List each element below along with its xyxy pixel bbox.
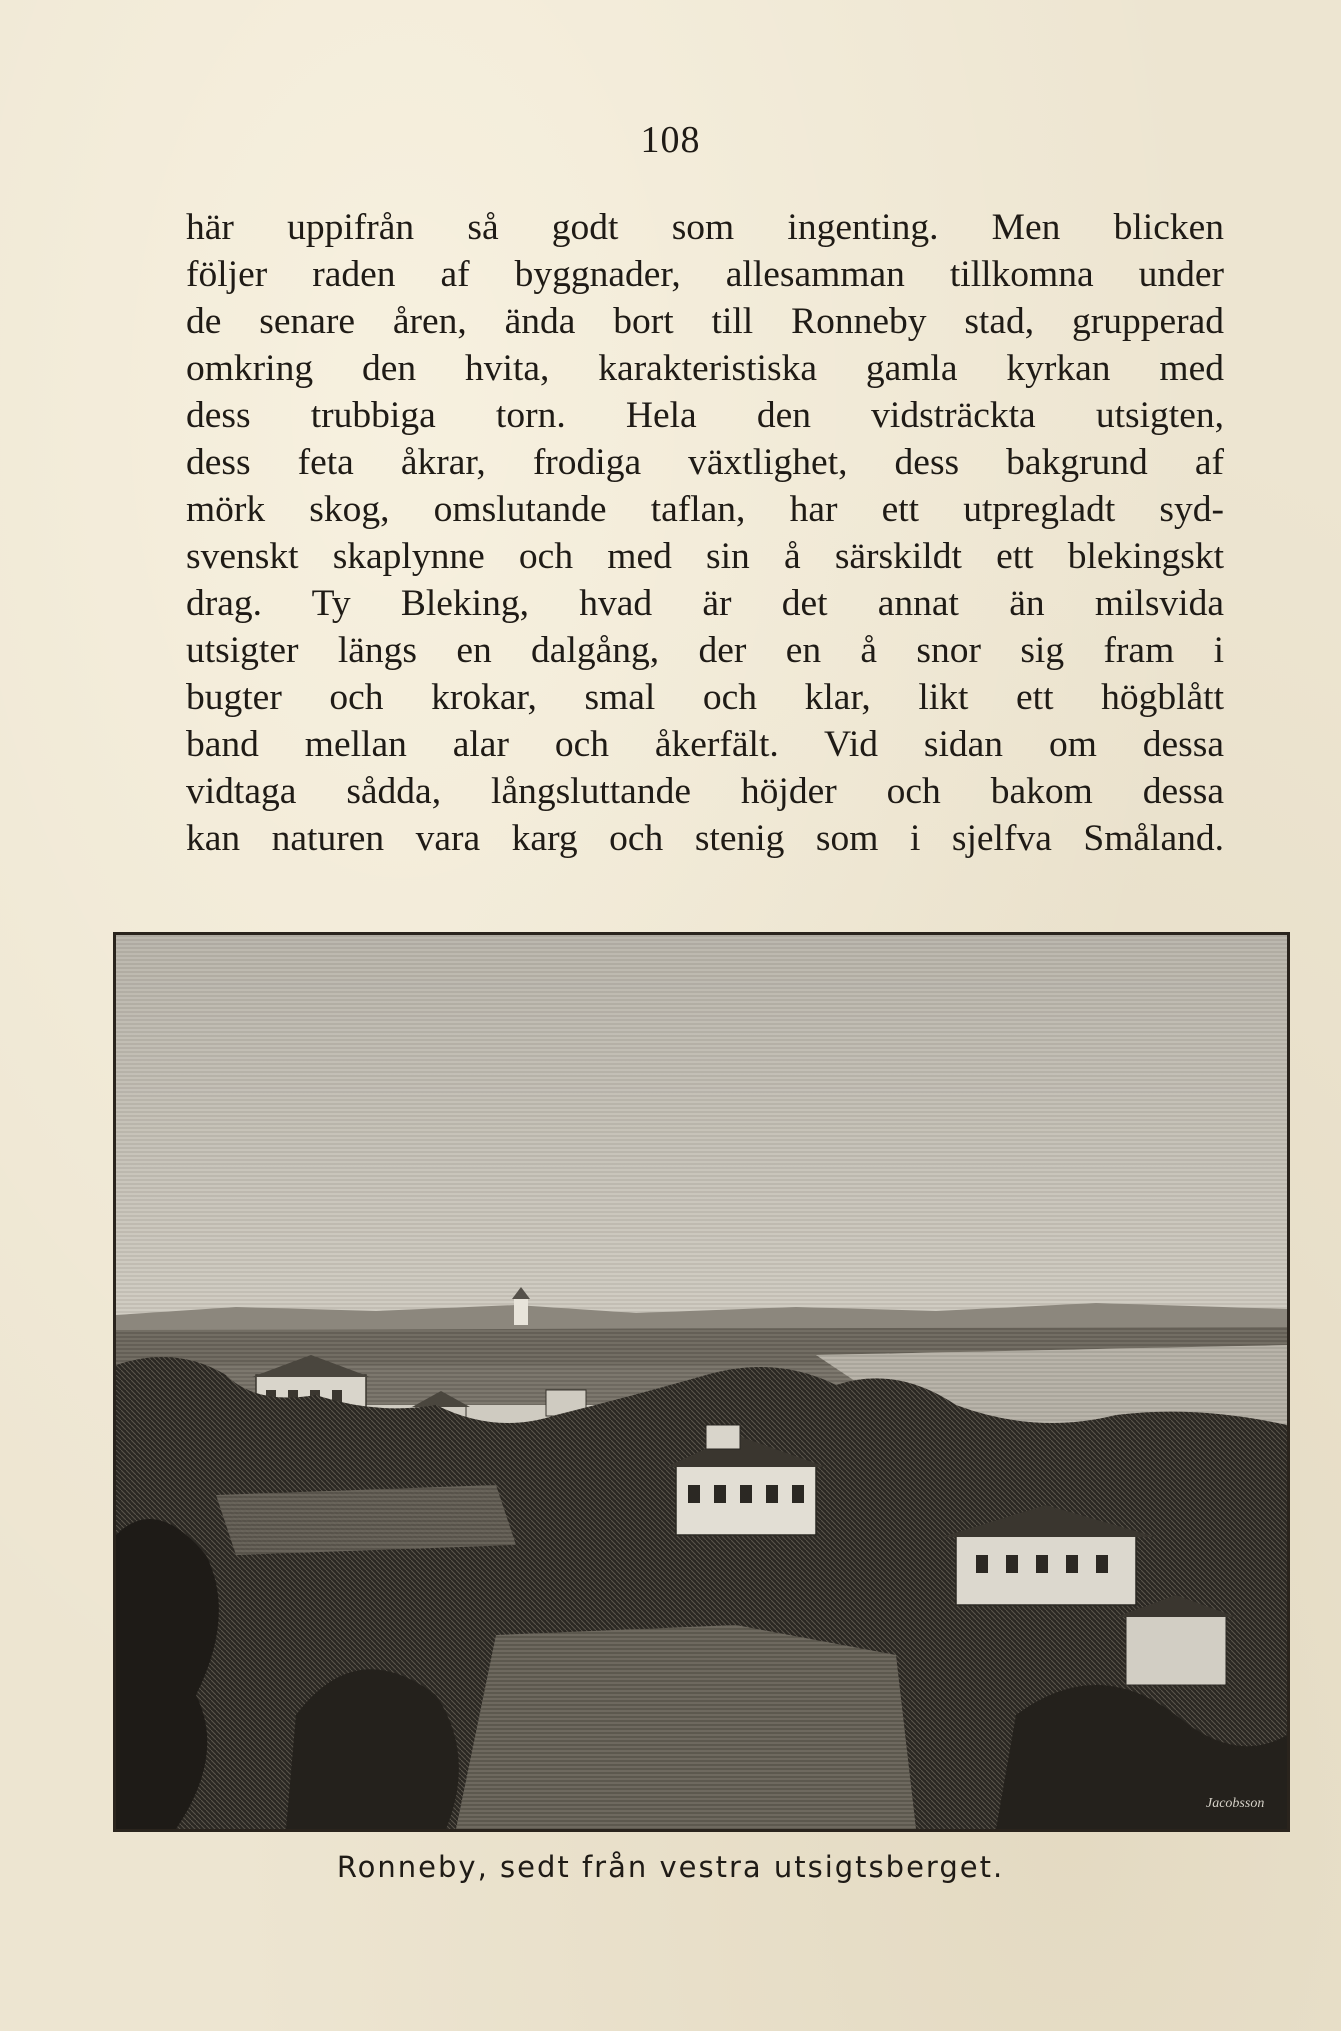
landscape-engraving — [116, 935, 1287, 1829]
text-line: drag. Ty Bleking, hvad är det annat än milsvida — [186, 583, 1224, 624]
text-line: band mellan alar och åkerfält. Vid sidan om dessa — [186, 724, 1224, 765]
page-number: 108 — [640, 119, 701, 161]
lawn — [456, 1625, 916, 1829]
text-line: följer raden af byggnader, allesamman tillkomna under — [186, 254, 1224, 295]
text-line: kan naturen vara karg och stenig som i sjelfva Småland. — [186, 818, 1224, 859]
engraving-illustration — [113, 932, 1290, 1832]
church-tower — [514, 1297, 528, 1325]
text-line: dess feta åkrar, frodiga växtlighet, dess bakgrund af — [186, 442, 1224, 483]
artist-signature: Jacobsson — [1206, 1796, 1265, 1811]
figure-caption: Ronneby, sedt från vestra utsigtsberget. — [336, 1850, 1005, 1884]
body-text — [186, 204, 1224, 862]
text-line: utsigter längs en dalgång, der en å snor sig fram i — [186, 630, 1224, 671]
text-line: svenskt skaplynne och med sin å särskildt ett blekingskt — [186, 536, 1224, 577]
text-line: omkring den hvita, karakteristiska gamla kyrkan med — [186, 348, 1224, 389]
text-line: dess trubbiga torn. Hela den vidsträckta utsigten, — [186, 395, 1224, 436]
text-line: de senare åren, ända bort till Ronneby stad, grupperad — [186, 301, 1224, 342]
text-line: bugter och krokar, smal och klar, likt ett högblått — [186, 677, 1224, 718]
text-line: här uppifrån så godt som ingenting. Men blicken — [186, 207, 1224, 248]
text-line: vidtaga sådda, långsluttande höjder och bakom dessa — [186, 771, 1224, 812]
text-line: mörk skog, omslutande taflan, har ett utpregladt syd- — [186, 489, 1224, 530]
